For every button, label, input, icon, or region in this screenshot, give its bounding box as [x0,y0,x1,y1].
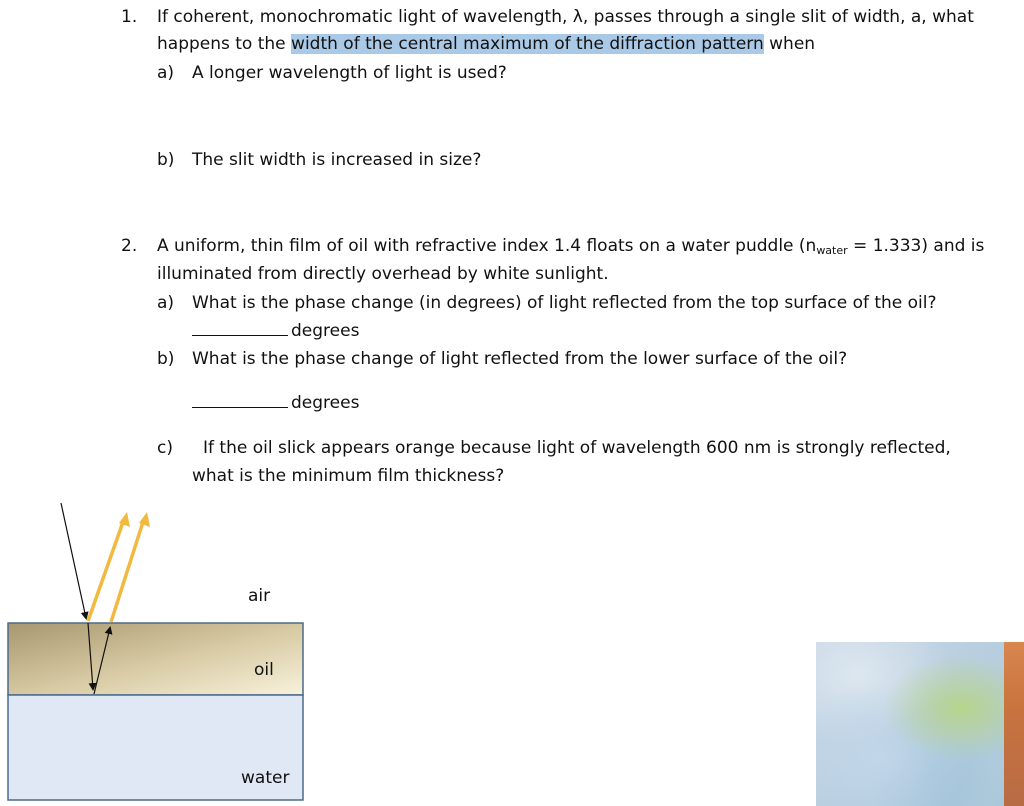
q1-line2-pre: happens to the [157,34,292,54]
q2c-label: c) [157,438,173,458]
q2-line1-post: = 1.333) and is [847,236,985,256]
q1a-text: A longer wavelength of light is used? [192,63,507,83]
q2-line2: illuminated from directly overhead by white sunlight. [157,264,609,284]
reflected-ray-top [88,512,130,621]
q2a-label: a) [157,293,175,313]
incident-ray [61,503,86,618]
q1-line2-post: when [763,34,816,54]
q2-number: 2. [121,236,138,256]
q1-number: 1. [121,7,138,27]
q2a-text: What is the phase change (in degrees) of light reflected from the top surface of the oil? [192,293,937,313]
q2b-unit: degrees [291,393,360,413]
q2a-unit: degrees [291,321,360,341]
reflected-ray-bottom [111,512,150,622]
oil-slick-photo [816,642,1024,806]
q2-water-subscript: water [816,244,848,257]
q1-highlighted-text[interactable]: width of the central maximum of the diffraction pattern [291,34,764,54]
q2c-line1: If the oil slick appears orange because light of wavelength 600 nm is strongly reflected, [203,438,951,458]
q2b-label: b) [157,349,175,369]
q1a-label: a) [157,63,175,83]
oil-label: oil [254,660,274,680]
q1b-text: The slit width is increased in size? [192,150,482,170]
q2c-line2: what is the minimum film thickness? [192,466,505,486]
q1-line1: If coherent, monochromatic light of wavelength, λ, passes through a single slit of width, a, what [157,7,974,27]
q2-line1-pre: A uniform, thin film of oil with refractive index 1.4 floats on a water puddle (n [157,236,817,256]
photo-orange-edge [1004,642,1024,806]
q2b-text: What is the phase change of light reflected from the lower surface of the oil? [192,349,848,369]
water-label: water [241,768,290,788]
air-label: air [248,586,271,606]
oil-layer [8,623,303,695]
q1b-label: b) [157,150,175,170]
